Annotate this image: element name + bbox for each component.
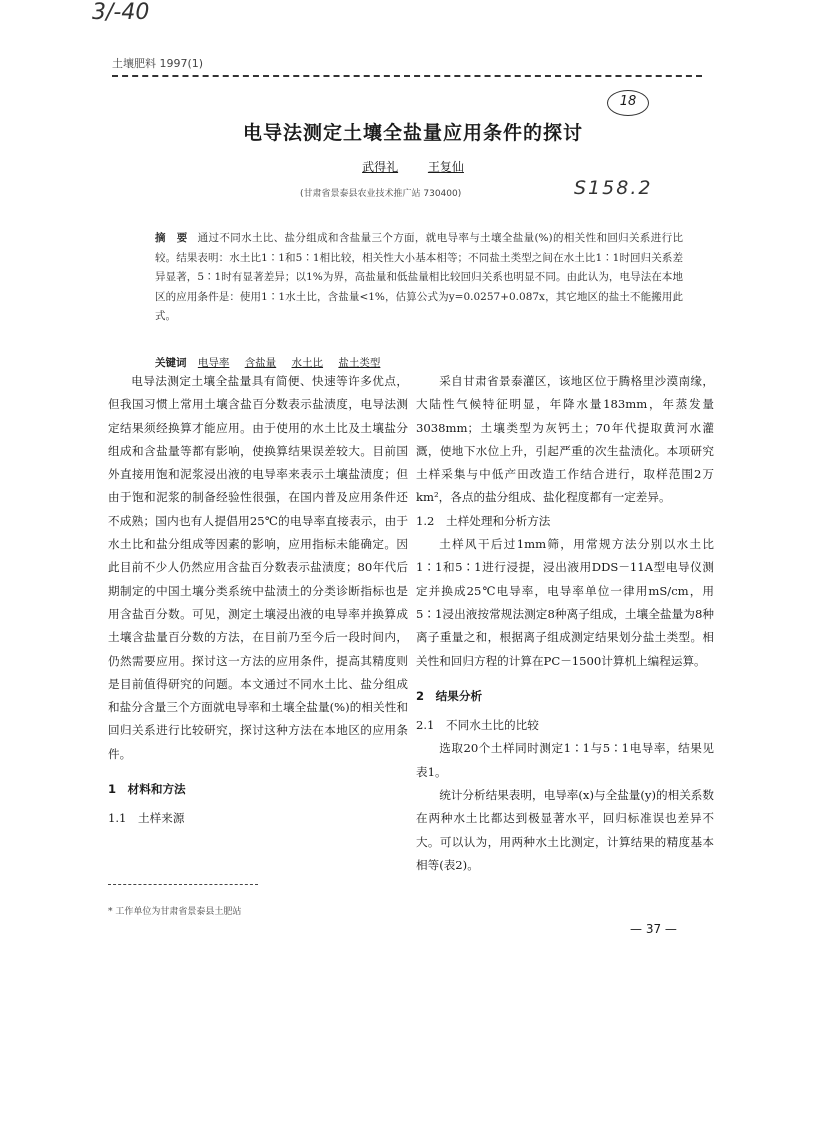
keyword: 水土比: [291, 357, 324, 369]
body-paragraph: 采自甘肃省景泰灌区，该地区位于腾格里沙漠南缘，大陆性气候特征明显，年降水量183mm，年蒸发量3038mm；土壤类型为灰钙土；70年代提取黄河水灌溉，使地下水位上升，引起严重的次生盐渍化。本项研究土样采集与中低产田改造工作结合进行，取样范围2万km²，各点的盐分组成、盐化程度都有一定差异。: [416, 374, 714, 505]
right-column: [416, 370, 714, 877]
classification-code: S158.2: [574, 177, 653, 199]
footnote-rule: [108, 884, 258, 885]
page-number: — 37 —: [630, 922, 677, 936]
keyword: 盐土类型: [338, 357, 381, 369]
abstract: [155, 229, 683, 327]
journal-header: 土壤肥料 1997(1): [112, 57, 204, 70]
keyword: 电导率: [197, 357, 230, 369]
body-paragraph: 土样风干后过1mm筛，用常规方法分别以水土比1∶1和5∶1进行浸提，浸出液用DDS－11A型电导仪测定并换成25℃电导率，电导率单位一律用mS/cm，用5∶1浸出液按常规法测定8种离子组成，土壤全盐量为8种离子重量之和，根据离子组成测定结果划分盐土类型。相关性和回归方程的计算在PC－1500计算机上编程运算。: [416, 537, 714, 668]
keywords: [155, 355, 392, 370]
author-list: [0, 158, 826, 175]
author-2: 王复仙: [427, 160, 464, 174]
left-column: [108, 370, 408, 831]
footnote: * 工作单位为甘肃省景泰县土肥站: [108, 907, 242, 917]
affiliation: (甘肃省景泰县农业技术推广站 730400): [300, 189, 462, 199]
author-1: 武得礼: [362, 160, 399, 174]
body-paragraph: 统计分析结果表明，电导率(x)与全盐量(y)的相关系数在两种水土比都达到极显著水平，回归标准误也差异不大。可以认为，用两种水土比测定，计算结果的精度基本相等(表2)。: [416, 788, 714, 872]
intro-paragraph: 电导法测定土壤全盐量具有简便、快速等许多优点，但我国习惯上常用土壤含盐百分数表示盐渍度，电导法测定结果须经换算才能应用。由于使用的水土比及土壤盐分组成和含盐量等都有影响，使换算结果误差较大。目前国外直接用饱和泥浆浸出液的电导率来表示土壤盐渍度；但由于饱和泥浆的制备经验性很强，在国内普及应用条件还不成熟；国内也有人提倡用25℃的电导率直接表示，由于水土比和盐分组成等因素的影响，应用指标未能确定。因此目前不少人仍然应用含盐百分数表示盐渍度；80年代后期制定的中国土壤分类系统中盐渍土的分类诊断指标也是用含盐百分数。可见，测定土壤浸出液的电导率并换算成土壤含盐量百分数的方法，在目前乃至今后一段时间内，仍然需要应用。探讨这一方法的应用条件，提高其精度则是目前值得研究的问题。本文通过不同水土比、盐分组成和盐分含量三个方面就电导率和土壤全盐量(%)的相关性和回归关系进行比较研究，探讨这种方法在本地区的应用条件。: [108, 374, 408, 761]
subsection-heading: 1.2 土样处理和分析方法: [416, 513, 551, 528]
section-heading: 1 材料和方法: [108, 782, 186, 797]
section-heading: 2 结果分析: [416, 688, 483, 703]
handwritten-note: 3/-40: [92, 0, 150, 25]
circled-annotation: 18: [607, 90, 649, 116]
abstract-text: 通过不同水土比、盐分组成和含盐量三个方面，就电导率与土壤全盐量(%)的相关性和回归关系进行比较。结果表明：水土比1∶1和5∶1相比较，相关性大小基本相等；不同盐土类型之间在水土比1∶1时回归关系差异显著，5∶1时有显著差异；以1%为界，高盐量和低盐量相比较回归关系也明显不同。由此认为，电导法在本地区的应用条件是：使用1∶1水土比，含盐量<1%，估算公式为y=0.0257+0.087x，其它地区的盐土不能搬用此式。: [155, 232, 684, 322]
paper-title: 电导法测定土壤全盐量应用条件的探讨: [242, 122, 583, 144]
header-rule: [112, 75, 702, 77]
subsection-heading: 2.1 不同水土比的比较: [416, 718, 539, 733]
body-paragraph: 选取20个土样同时测定1∶1与5∶1电导率，结果见表1。: [416, 741, 714, 779]
abstract-label: 摘 要: [155, 232, 188, 244]
keyword: 含盐量: [244, 357, 277, 369]
keywords-label: 关键词: [155, 357, 187, 369]
subsection-heading: 1.1 土样来源: [108, 811, 185, 826]
